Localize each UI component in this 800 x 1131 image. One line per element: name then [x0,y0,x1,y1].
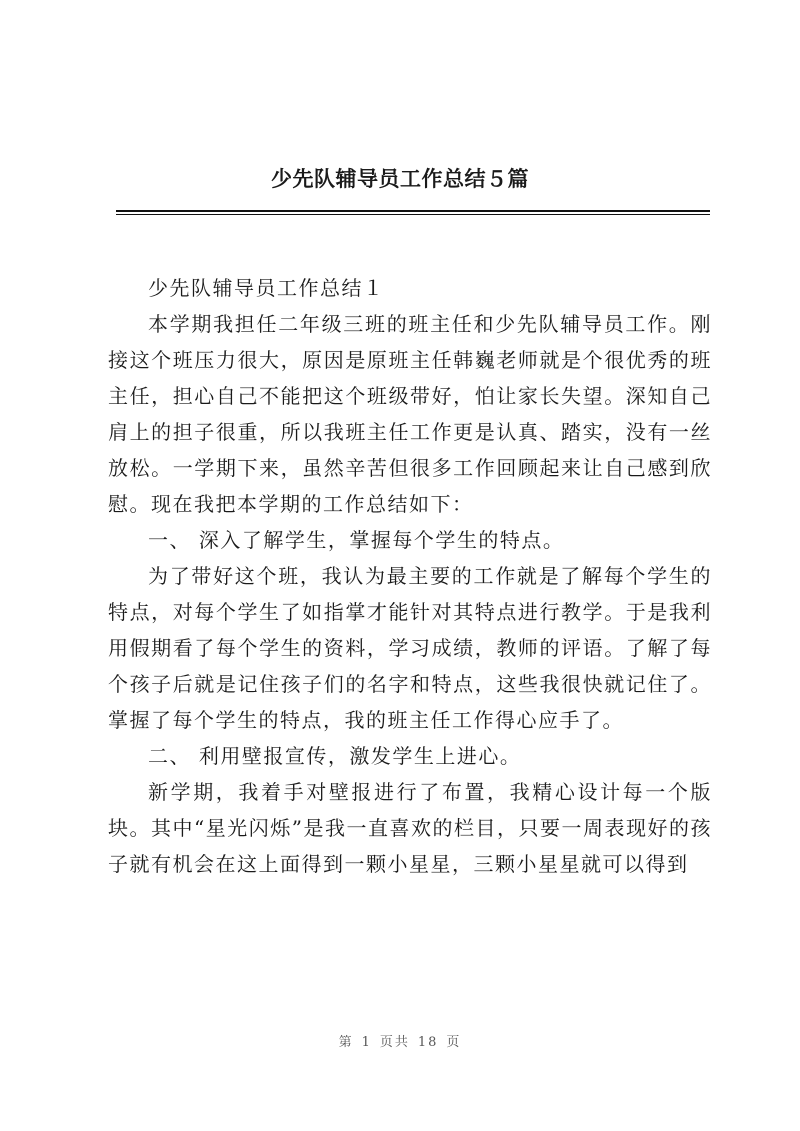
page-footer [0,1031,800,1050]
title-rule-thin [116,214,710,215]
paragraph-wall-newspaper: 新学期，我着手对壁报进行了布置，我精心设计每一个版块。其中“星光闪烁”是我一直喜欢的栏目，只要一周表现好的孩子就有机会在这上面得到一颗小星星，三颗小星星就可以得到 [108,780,712,876]
footer-label-page: 第 [338,1035,354,1050]
document-body [108,270,712,882]
footer-total-pages: 18 [417,1035,439,1050]
heading-one: 一、 深入了解学生，掌握每个学生的特点。 [148,528,565,552]
paragraph-intro: 本学期我担任二年级三班的班主任和少先队辅导员工作。刚接这个班压力很大，原因是原班主任韩巍老师就是个很优秀的班主任，担心自己不能把这个班级带好，怕让家长失望。深知自己肩上的担子很重，所以我班主任工作更是认真、踏实，没有一丝放松。一学期下来，虽然辛苦但很多工作回顾起来让自己感到欣慰。现在我把本学期的工作总结如下： [108,312,712,516]
document-title: 少先队辅导员工作总结５篇 [271,167,529,191]
footer-current-page: 1 [361,1035,372,1050]
heading-two: 二、 利用壁报宣传，激发学生上进心。 [148,744,522,768]
paragraph-understand-students: 为了带好这个班，我认为最主要的工作就是了解每个学生的特点，对每个学生了如指掌才能针对其特点进行教学。于是我利用假期看了每个学生的资料，学习成绩，教师的评语。了解了每个孩子后就是记住孩子们的名字和特点，这些我很快就记住了。掌握了每个学生的特点，我的班主任工作得心应手了。 [108,564,712,732]
footer-label-end: 页 [446,1035,462,1050]
title-rule-thick [116,210,710,212]
footer-label-total: 页共 [379,1035,410,1050]
section-title: 少先队辅导员工作总结１ [148,276,385,300]
